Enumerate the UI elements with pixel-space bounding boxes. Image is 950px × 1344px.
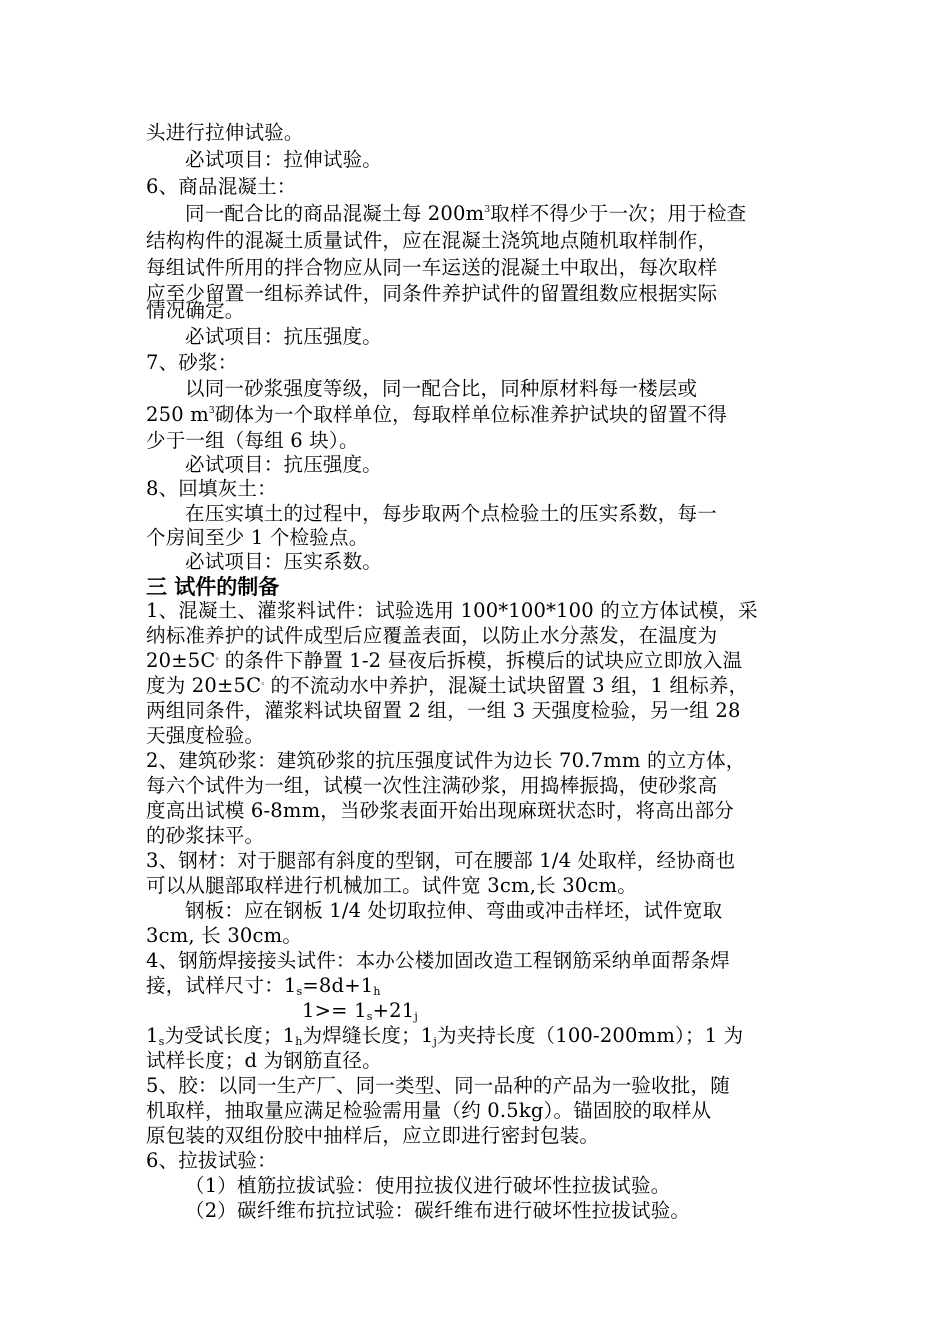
text: 天强度检验。 (146, 724, 265, 747)
subscript: j (433, 1035, 438, 1048)
text-line (0, 298, 950, 324)
text: 的砂浆抹平。 (146, 824, 265, 847)
text: 的条件下静置 1-2 昼夜后拆模，拆模后的试块应立即放入温 (224, 649, 743, 672)
text-line (0, 376, 950, 402)
text: 1>= 1 (302, 999, 367, 1022)
text: 为夹持长度（100-200mm）；1 为 (437, 1024, 744, 1047)
text: 度高出试模 6-8mm，当砂浆表面开始出现麻斑状态时，将高出部分 (146, 799, 734, 822)
text: 度为 20±5C (146, 674, 262, 697)
text-line (0, 324, 950, 350)
text: 1、混凝土、灌浆料试件：试验选用 100*100*100 的立方体试模，采 (146, 599, 758, 622)
text: 情况确定。 (146, 299, 245, 322)
text-line (0, 623, 950, 649)
text-line (0, 698, 950, 724)
text-line (0, 1098, 950, 1124)
text: 6、商品混凝土： (146, 175, 297, 198)
text: 为受试长度；1 (164, 1024, 296, 1047)
text: 每六个试件为一组，试模一次性注满砂浆，用捣棒振捣，使砂浆高 (146, 774, 718, 797)
subscript: j (414, 1010, 418, 1023)
text: +21 (372, 999, 415, 1022)
text-line (0, 848, 950, 874)
text-line (0, 723, 950, 749)
superscript: 。 (261, 677, 271, 687)
text: 为焊缝长度；1 (302, 1024, 434, 1047)
text: 接，试样尺寸：1 (146, 974, 297, 997)
text-line (0, 452, 950, 478)
section-item-title (0, 476, 950, 502)
text: 必试项目：压实系数。 (185, 550, 383, 573)
text: 在压实填土的过程中，每步取两个点检验土的压实系数，每一 (185, 502, 717, 525)
subscript: s (296, 985, 303, 998)
text: 可以从腿部取样进行机械加工。试件宽 3cm,长 30cm。 (146, 874, 637, 897)
subscript: h (295, 1035, 303, 1048)
text: 两组同条件，灌浆料试块留置 2 组，一组 3 天强度检验，另一组 28 (146, 699, 741, 722)
text-line (0, 549, 950, 575)
text: （1）植筋拉拔试验：使用拉拔仪进行破坏性拉拔试验。 (185, 1174, 671, 1197)
text-line (0, 923, 950, 949)
text: 必试项目：抗压强度。 (185, 325, 383, 348)
text-line (0, 402, 950, 428)
superscript: 3 (484, 205, 491, 215)
text: 以同一砂浆强度等级，同一配合比，同种原材料每一楼层或 (185, 377, 698, 400)
text: 头进行拉伸试验。 (146, 121, 304, 144)
text: 必试项目：抗压强度。 (185, 453, 383, 476)
text-line (0, 823, 950, 849)
text: 5、胶：以同一生产厂、同一类型、同一品种的产品为一验收批，随 (146, 1074, 730, 1097)
section-heading: 三 试件的制备 (146, 575, 280, 599)
formula-line (0, 973, 950, 999)
text: 3、钢材：对于腿部有斜度的型钢，可在腰部 1/4 处取样，经协商也 (146, 849, 736, 872)
text-line (0, 873, 950, 899)
text-line (0, 255, 950, 281)
text: 取样不得少于一次；用于检查 (490, 202, 747, 225)
text-line (0, 798, 950, 824)
text-line (0, 120, 950, 146)
text: 应至少留置一组标养试件，同条件养护试件的留置组数应根据实际 (146, 282, 718, 305)
text-line (0, 773, 950, 799)
subscript: s (366, 1010, 373, 1023)
text: 同一配合比的商品混凝土每 200m (185, 202, 485, 225)
text: 的不流动水中养护，混凝土试块留置 3 组，1 组标养， (270, 674, 749, 697)
text: 2、建筑砂浆：建筑砂浆的抗压强度试件为边长 70.7mm 的立方体， (146, 749, 746, 772)
text: 纳标准养护的试件成型后应覆盖表面，以防止水分蒸发，在温度为 (146, 624, 718, 647)
text: 机取样，抽取量应满足检验需用量（约 0.5kg）。锚固胶的取样从 (146, 1099, 712, 1122)
text: 1 (146, 1024, 159, 1047)
text: （2）碳纤维布抗拉试验：碳纤维布进行破坏性拉拔试验。 (185, 1199, 691, 1222)
text: =8d+1 (302, 974, 374, 997)
text: 7、砂浆： (146, 351, 238, 374)
text: 个房间至少 1 个检验点。 (146, 526, 369, 549)
text: 原包装的双组份胶中抽样后，应立即进行密封包装。 (146, 1124, 600, 1147)
subscript: h (373, 985, 381, 998)
text-line (0, 147, 950, 173)
text: 必试项目：拉伸试验。 (185, 148, 383, 171)
text-line (0, 598, 950, 624)
text-line (0, 673, 950, 699)
text: 3cm, 长 30cm。 (146, 924, 303, 947)
text-line (0, 501, 950, 527)
text-line (0, 228, 950, 254)
text-line (0, 1023, 950, 1049)
text: 少于一组（每组 6 块）。 (146, 429, 359, 452)
text-line (0, 948, 950, 974)
superscript: 。 (215, 652, 225, 662)
text: 8、回填灰土： (146, 477, 277, 500)
text-line (0, 898, 950, 924)
text: 砌体为一个取样单位，每取样单位标准养护试块的留置不得 (214, 403, 728, 426)
text-line (0, 648, 950, 674)
text-line (0, 201, 950, 227)
section-item-title (0, 1148, 950, 1174)
text: 试样长度；d 为钢筋直径。 (146, 1049, 382, 1072)
text-line (0, 1048, 950, 1074)
text-line (0, 1198, 950, 1224)
superscript: 3 (208, 406, 215, 416)
text: 20±5C (146, 649, 216, 672)
text: 钢板：应在钢板 1/4 处切取拉伸、弯曲或冲击样坯，试件宽取 (185, 899, 723, 922)
text-line (0, 428, 950, 454)
text: 250 m (146, 403, 209, 426)
section-item-title (0, 174, 950, 200)
text-line (0, 1073, 950, 1099)
formula-line (0, 998, 950, 1024)
subscript: s (158, 1035, 165, 1048)
text: 每组试件所用的拌合物应从同一车运送的混凝土中取出，每次取样 (146, 256, 718, 279)
text-line (0, 525, 950, 551)
text-line (0, 748, 950, 774)
text: 4、钢筋焊接接头试件：本办公楼加固改造工程钢筋采纳单面帮条焊 (146, 949, 730, 972)
text: 结构构件的混凝土质量试件，应在混凝土浇筑地点随机取样制作， (146, 229, 718, 252)
text: 6、拉拔试验： (146, 1149, 277, 1172)
section-item-title (0, 350, 950, 376)
text-line (0, 1173, 950, 1199)
text-line (0, 1123, 950, 1149)
